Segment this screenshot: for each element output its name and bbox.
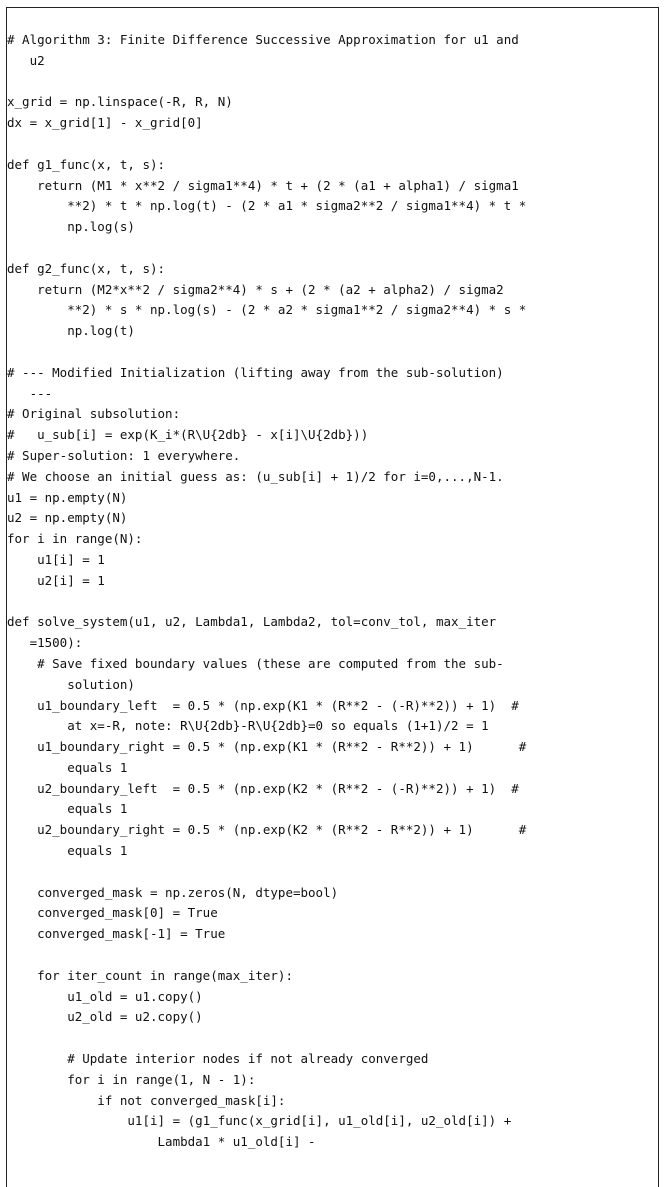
code-line (7, 862, 655, 883)
code-line: # Update interior nodes if not already converged (7, 1051, 429, 1067)
code-line: # u_sub[i] = exp(K_i*(R\U{2db} - x[i]\U{2db})) (7, 427, 369, 443)
code-line (7, 1028, 655, 1049)
code-line: # --- Modified Initialization (lifting away from the sub-solution) (7, 364, 504, 380)
code-line: converged_mask = np.zeros(N, dtype=bool) (7, 884, 339, 900)
code-line: u2_boundary_left = 0.5 * (np.exp(K2 * (R**2 - (-R)**2)) + 1) # (7, 780, 519, 796)
code-line (7, 72, 655, 93)
code-line: # Save fixed boundary values (these are computed from the sub- (7, 655, 504, 671)
code-line: # We choose an initial guess as: (u_sub[i] + 1)/2 for i=0,...,N-1. (7, 468, 504, 484)
code-line: at x=-R, note: R\U{2db}-R\U{2db}=0 so equals (1+1)/2 = 1 (7, 718, 489, 734)
code-line: # Super-solution: 1 everywhere. (7, 447, 241, 463)
code-line: **2) * s * np.log(s) - (2 * a2 * sigma1**2 / sigma2**4) * s * (7, 302, 527, 318)
code-line: equals 1 (7, 759, 128, 775)
code-line: =1500): (7, 635, 83, 651)
code-line (7, 134, 655, 155)
code-line: def solve_system(u1, u2, Lambda1, Lambda2, tol=conv_tol, max_iter (7, 614, 497, 630)
code-line: u1_boundary_right = 0.5 * (np.exp(K1 * (R**2 - R**2)) + 1) # (7, 739, 527, 755)
code-line: converged_mask[0] = True (7, 905, 218, 921)
code-line (7, 342, 655, 363)
code-line: u1 = np.empty(N) (7, 489, 128, 505)
code-line (7, 238, 655, 259)
code-line: u1[i] = (g1_func(x_grid[i], u1_old[i], u2_old[i]) + (7, 1113, 512, 1129)
code-line: # Algorithm 3: Finite Difference Successive Approximation for u1 and (7, 32, 519, 47)
code-line (7, 592, 655, 613)
code-line: u2_boundary_right = 0.5 * (np.exp(K2 * (R**2 - R**2)) + 1) # (7, 822, 527, 838)
code-line: def g1_func(x, t, s): (7, 156, 166, 172)
frame-right-rule (658, 7, 659, 1187)
code-line: u2 = np.empty(N) (7, 510, 128, 526)
code-line: for iter_count in range(max_iter): (7, 967, 293, 983)
code-line: return (M1 * x**2 / sigma1**4) * t + (2 * (a1 + alpha1) / sigma1 (7, 177, 519, 193)
code-line: u1_old = u1.copy() (7, 988, 203, 1004)
code-line: Lambda1 * u1_old[i] - (7, 1134, 316, 1150)
code-line: dx = x_grid[1] - x_grid[0] (7, 115, 203, 131)
code-line: def g2_func(x, t, s): (7, 260, 166, 276)
code-line: x_grid = np.linspace(-R, R, N) (7, 94, 233, 110)
code-line: converged_mask[-1] = True (7, 926, 226, 942)
code-line: if not converged_mask[i]: (7, 1092, 286, 1108)
code-line: return (M2*x**2 / sigma2**4) * s + (2 * (a2 + alpha2) / sigma2 (7, 281, 504, 297)
code-line: solution) (7, 676, 135, 692)
code-line: # Original subsolution: (7, 406, 181, 422)
code-line: np.log(t) (7, 323, 135, 339)
code-line: np.log(s) (7, 219, 135, 235)
frame-top-rule (6, 7, 659, 8)
code-line: equals 1 (7, 843, 128, 859)
code-line: **2) * t * np.log(t) - (2 * a1 * sigma2**2 / sigma1**4) * t * (7, 198, 527, 214)
code-line: u2[i] = 1 (7, 572, 105, 588)
code-line (7, 945, 655, 966)
code-line: --- (7, 385, 53, 401)
code-block (7, 30, 655, 1153)
code-line: u1_boundary_left = 0.5 * (np.exp(K1 * (R**2 - (-R)**2)) + 1) # (7, 697, 519, 713)
code-line: u1[i] = 1 (7, 551, 105, 567)
code-line: u2 (7, 52, 45, 68)
code-line: for i in range(1, N - 1): (7, 1071, 256, 1087)
code-line: equals 1 (7, 801, 128, 817)
code-line: u2_old = u2.copy() (7, 1009, 203, 1025)
code-line: for i in range(N): (7, 531, 143, 547)
